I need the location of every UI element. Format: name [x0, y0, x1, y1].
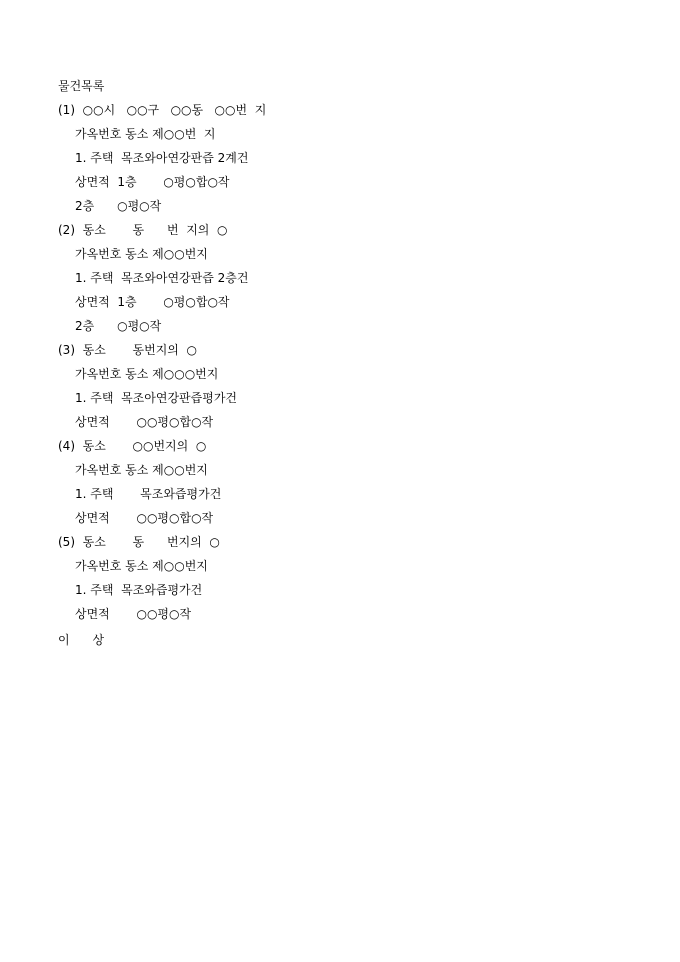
- list-item-3: [58, 338, 658, 434]
- item-heading: (4) 동소 ○○번지의 ○: [58, 439, 207, 453]
- item-line: 2층 ○평○작: [75, 199, 162, 213]
- item-line: 2층 ○평○작: [75, 319, 162, 333]
- list-item-2: [58, 218, 658, 338]
- item-heading: (2) 동소 동 번 지의 ○: [58, 223, 228, 237]
- item-heading: (3) 동소 동번지의 ○: [58, 343, 197, 357]
- item-line: 상면적 ○○평○작: [75, 607, 192, 621]
- document-title: 물건목록: [58, 79, 105, 93]
- item-line: 상면적 1층 ○평○합○작: [75, 295, 230, 309]
- list-item-1: [58, 98, 658, 218]
- item-line: 1. 주택 목조아연강판즙평가건: [75, 391, 237, 405]
- item-heading: (1) ○○시 ○○구 ○○동 ○○번 지: [58, 103, 267, 117]
- item-line: 가옥번호 동소 제○○번 지: [75, 127, 216, 141]
- item-line: 상면적 ○○평○합○작: [75, 415, 214, 429]
- item-line: 가옥번호 동소 제○○○번지: [75, 367, 219, 381]
- item-line: 가옥번호 동소 제○○번지: [75, 247, 208, 261]
- item-line: 1. 주택 목조와즙평가건: [75, 583, 203, 597]
- document-page: [58, 74, 658, 652]
- item-line: 1. 주택 목조와아연강판즙 2계건: [75, 151, 249, 165]
- item-line: 1. 주택 목조와즙평가건: [75, 487, 222, 501]
- list-item-5: [58, 530, 658, 626]
- item-line: 가옥번호 동소 제○○번지: [75, 559, 208, 573]
- item-line: 가옥번호 동소 제○○번지: [75, 463, 208, 477]
- item-line: 상면적 1층 ○평○합○작: [75, 175, 230, 189]
- item-line: 상면적 ○○평○합○작: [75, 511, 214, 525]
- item-line: 1. 주택 목조와아연강판즙 2층건: [75, 271, 249, 285]
- end-mark: 이 상: [58, 633, 105, 647]
- list-item-4: [58, 434, 658, 530]
- item-heading: (5) 동소 동 번지의 ○: [58, 535, 220, 549]
